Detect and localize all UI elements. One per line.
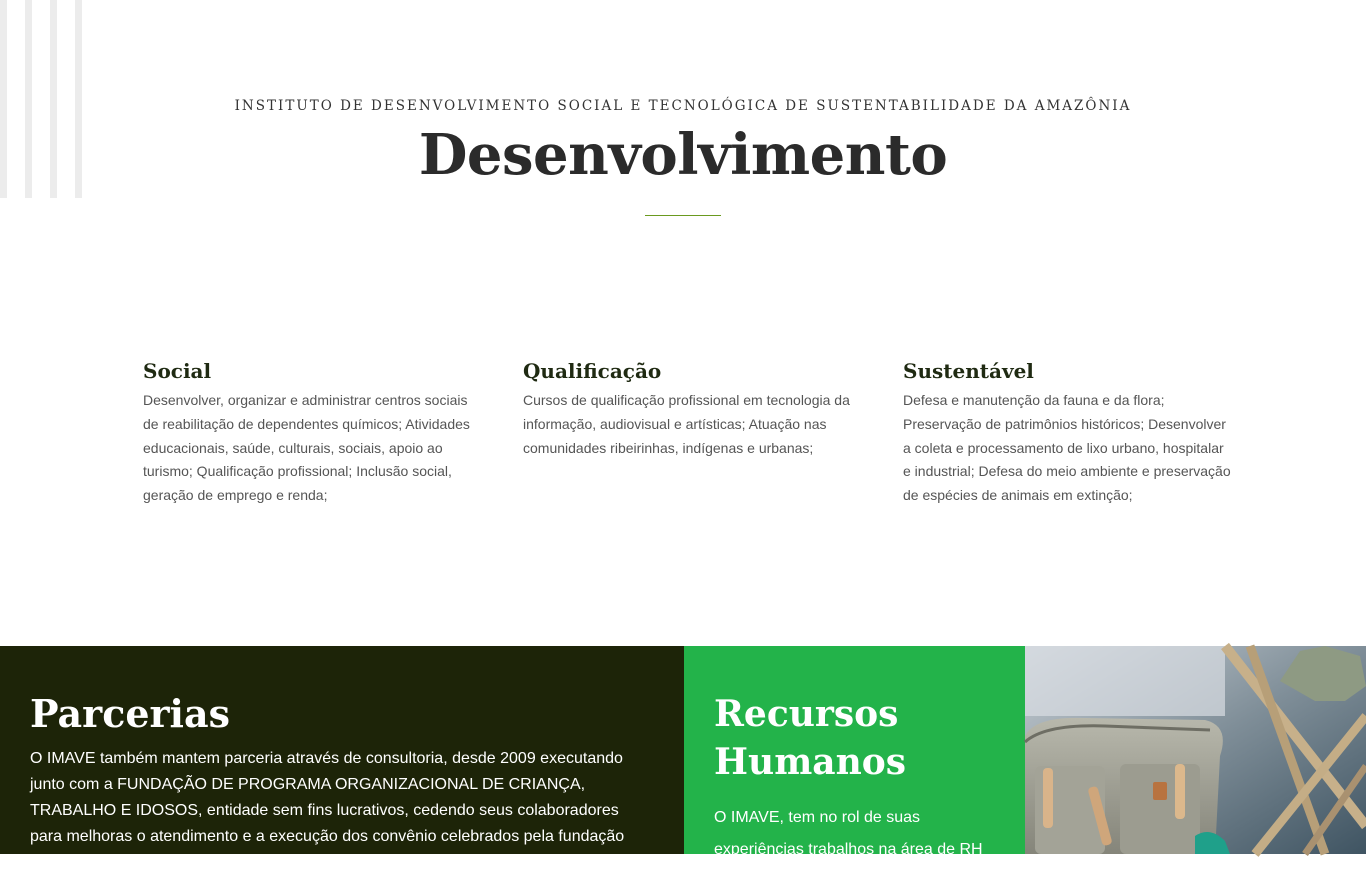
feature-text: Defesa e manutenção da fauna e da flora; Preservação de patrimônios históricos; Desenvolver a coleta e processamento de lixo urbano, hospitalar e industrial; Defesa do meio ambiente e preservação de espécies de animais em extinção; xyxy=(903,392,1231,504)
feature-social xyxy=(143,356,478,508)
recursos-humanos-text: O IMAVE, tem no rol de suas experiências trabalhos na área de RH xyxy=(714,809,983,858)
parcerias-text: O IMAVE também mantem parceria através de consultoria, desde 2009 executando junto com a FUNDAÇÃO DE PROGRAMA ORGANIZACIONAL DE CRIANÇA, TRABALHO E IDOSOS, entidade sem fins lucrativos, cedendo seus colaboradores para melhoras o atendimento e a execução dos convênio celebrados pela fundação citada a cima, xyxy=(30,750,625,871)
feature-title: Sustentável xyxy=(903,359,1034,383)
feature-text: Cursos de qualificação profissional em tecnologia da informação, audiovisual e artísticas; Atuação nas comunidades ribeirinhas, indígenas e urbanas; xyxy=(523,392,850,456)
feature-qualificacao xyxy=(523,356,853,460)
recursos-humanos-title: Recursos Humanos xyxy=(714,693,907,783)
feature-title: Qualificação xyxy=(523,359,662,383)
bottom-band xyxy=(0,646,1366,871)
hero-section xyxy=(0,0,1366,260)
feature-text: Desenvolver, organizar e administrar centros sociais de reabilitação de dependentes químicos; Atividades educacionais, saúde, culturais, sociais, apoio ao turismo; Qualificação profissional; Inclusão social, geração de emprego e renda; xyxy=(143,392,470,504)
tool-bag-photo xyxy=(1025,646,1366,854)
parcerias-panel xyxy=(0,646,684,871)
feature-sustentavel xyxy=(903,356,1233,508)
recursos-humanos-panel xyxy=(684,646,1025,858)
title-divider xyxy=(645,215,721,216)
institute-eyebrow: INSTITUTO DE DESENVOLVIMENTO SOCIAL E TECNOLÓGICA DE SUSTENTABILIDADE DA AMAZÔNIA xyxy=(234,98,1132,114)
feature-title: Social xyxy=(143,359,212,383)
tool-bag-illustration xyxy=(1025,646,1366,854)
parcerias-title: Parcerias xyxy=(30,691,230,736)
page-title: Desenvolvimento xyxy=(418,122,948,188)
